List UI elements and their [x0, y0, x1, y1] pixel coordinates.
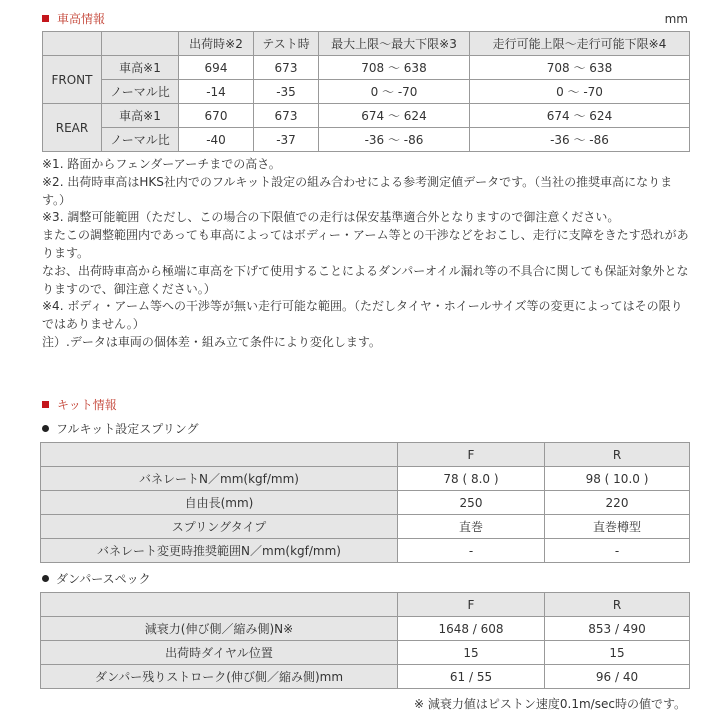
section-title-vehicle-height: 車高情報	[42, 10, 105, 27]
table-cell: -35	[254, 80, 319, 104]
table-cell: 直巻樽型	[545, 515, 690, 539]
column-header: R	[545, 593, 690, 617]
note-line: ※2. 出荷時車高はHKS社内でのフルキット設定の組み合わせによる参考測定値データです。（当社の推奨車高になります。）	[42, 174, 673, 207]
table-cell: 98 ( 10.0 )	[545, 467, 690, 491]
table-cell: 0 〜 -70	[470, 80, 690, 104]
table-cell: 直巻	[398, 515, 545, 539]
vehicle-height-table	[42, 31, 690, 152]
note-line: なお、出荷時車高から極端に車高を下げて使用することによるダンパーオイル漏れ等の不具合に関しても保証対象外となりますので、御注意ください。）	[42, 263, 689, 296]
table-cell: -37	[254, 128, 319, 152]
table-row	[41, 539, 690, 563]
table-cell: 694	[179, 56, 254, 80]
table-corner	[41, 593, 398, 617]
table-cell: 15	[398, 641, 545, 665]
table-cell: 674 〜 624	[470, 104, 690, 128]
column-header: F	[398, 593, 545, 617]
table-row	[43, 80, 690, 104]
group-label-rear: REAR	[43, 104, 102, 152]
table-cell: 670	[179, 104, 254, 128]
row-label: バネレート変更時推奨範囲N／mm(kgf/mm)	[41, 539, 398, 563]
table-corner	[43, 32, 102, 56]
table-row	[41, 617, 690, 641]
row-label: バネレートN／mm(kgf/mm)	[41, 467, 398, 491]
table-row	[43, 56, 690, 80]
table-cell: 78 ( 8.0 )	[398, 467, 545, 491]
row-label: 自由長(mm)	[41, 491, 398, 515]
damper-heading: ダンパースペック	[42, 570, 151, 587]
table-row	[43, 128, 690, 152]
table-cell: -14	[179, 80, 254, 104]
table-row	[41, 665, 690, 689]
bullet-icon	[42, 425, 49, 432]
row-label: 減衰力(伸び側／縮み側)N※	[41, 617, 398, 641]
table-row	[41, 641, 690, 665]
table-cell: -36 〜 -86	[319, 128, 470, 152]
red-square-icon	[42, 401, 49, 408]
table-cell: -	[545, 539, 690, 563]
row-label: ノーマル比	[102, 80, 179, 104]
table-cell: 61 / 55	[398, 665, 545, 689]
column-header: 走行可能上限〜走行可能下限※4	[470, 32, 690, 56]
table-row	[43, 104, 690, 128]
table-cell: 1648 / 608	[398, 617, 545, 641]
red-square-icon	[42, 15, 49, 22]
table-cell: 96 / 40	[545, 665, 690, 689]
table-cell: 673	[254, 56, 319, 80]
note-line: ※3. 調整可能範囲（ただし、この場合の下限値での走行は保安基準適合外となりますので御注意ください。	[42, 210, 620, 225]
row-label: 車高※1	[102, 104, 179, 128]
row-label: ダンパー残りストローク(伸び側／縮み側)mm	[41, 665, 398, 689]
spring-table	[40, 442, 690, 563]
table-row	[41, 467, 690, 491]
column-header: 出荷時※2	[179, 32, 254, 56]
row-label: 車高※1	[102, 56, 179, 80]
note-line: またこの調整範囲内であっても車高によってはボディー・アーム等との干渉などをおこし、走行に支障をきたす恐れがあります。	[42, 228, 689, 260]
table-cell: -	[398, 539, 545, 563]
row-label: ノーマル比	[102, 128, 179, 152]
table-row	[41, 515, 690, 539]
spring-heading: フルキット設定スプリング	[42, 420, 199, 437]
table-cell: 708 〜 638	[470, 56, 690, 80]
bullet-icon	[42, 575, 49, 582]
column-header: R	[545, 443, 690, 467]
table-row	[41, 491, 690, 515]
table-cell: 673	[254, 104, 319, 128]
damper-table	[40, 592, 690, 689]
table-cell: 220	[545, 491, 690, 515]
table-cell: 708 〜 638	[319, 56, 470, 80]
notes-block	[42, 156, 692, 352]
table-corner	[102, 32, 179, 56]
table-cell: 853 / 490	[545, 617, 690, 641]
table-cell: 250	[398, 491, 545, 515]
unit-label: mm	[664, 12, 688, 26]
note-line: ※1. 路面からフェンダーアーチまでの高さ。	[42, 157, 281, 171]
group-label-front: FRONT	[43, 56, 102, 104]
note-line: ※4. ボディ・アーム等への干渉等が無い走行可能な範囲。（ただしタイヤ・ホイールサイズ等の変更によってはその限りではありません。）	[42, 299, 683, 332]
row-label: 出荷時ダイヤル位置	[41, 641, 398, 665]
row-label: スプリングタイプ	[41, 515, 398, 539]
column-header: テスト時	[254, 32, 319, 56]
note-line: 注）.データは車両の個体差・組み立て条件により変化します。	[42, 334, 381, 349]
table-cell: 674 〜 624	[319, 104, 470, 128]
column-header: 最大上限〜最大下限※3	[319, 32, 470, 56]
section-title-kit-info: キット情報	[42, 396, 117, 413]
damper-footnote: ※ 減衰力値はピストン速度0.1m/sec時の値です。	[414, 697, 686, 711]
table-cell: -40	[179, 128, 254, 152]
column-header: F	[398, 443, 545, 467]
table-corner	[41, 443, 398, 467]
table-cell: 15	[545, 641, 690, 665]
table-cell: -36 〜 -86	[470, 128, 690, 152]
table-cell: 0 〜 -70	[319, 80, 470, 104]
